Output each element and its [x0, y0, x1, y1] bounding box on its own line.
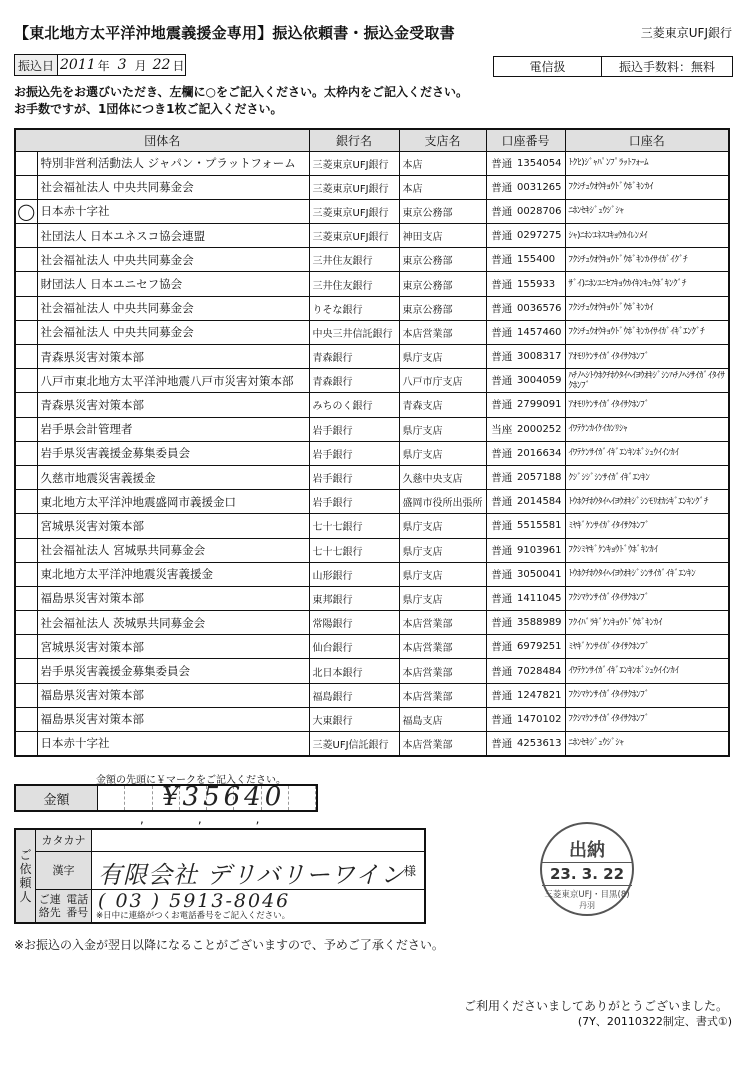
table-row [15, 707, 729, 731]
branch-cell: 本店営業部 [399, 732, 486, 756]
select-mark-cell[interactable] [15, 707, 37, 731]
account-type-cell: 普通 [486, 562, 517, 586]
select-mark-cell[interactable] [15, 732, 37, 756]
account-name-cell: ﾆﾎﾝｾｷｼﾞｭｳｼﾞｼｬ [565, 732, 729, 756]
account-name-cell: ﾌｸｲﾊﾞﾗｷﾞｹﾝｷｮｳﾄﾞｳﾎﾞｷﾝｶｲ [565, 611, 729, 635]
transfer-date-label: 振込日 [15, 55, 58, 75]
account-type-cell: 普通 [486, 441, 517, 465]
branch-cell: 福島支店 [399, 707, 486, 731]
account-name-cell: ｻﾞｲ)ﾆﾎﾝﾕﾆｾﾌｷｮｳｶｲｷﾝｷｭｳﾎﾞｷﾝｸﾞﾁ [565, 272, 729, 296]
amount-value: ¥35640 [162, 782, 286, 812]
amount-separators: ,,, [140, 812, 314, 826]
org-name-cell: 社会福祉法人 茨城県共同募金会 [37, 611, 309, 635]
account-type-cell: 普通 [486, 369, 517, 393]
account-name-cell: ｸｼﾞｼｼﾞｼﾝｻｲｶﾞｲｷﾞｴﾝｷﾝ [565, 465, 729, 489]
account-number-cell: 1247821 [517, 683, 565, 707]
header-bank: 銀行名 [309, 129, 399, 151]
account-number-cell: 2799091 [517, 393, 565, 417]
account-name-cell: ｲﾜﾃｹﾝｻｲｶﾞｲｷﾞｴﾝｷﾝﾎﾞｼｭｳｲｲﾝｶｲ [565, 659, 729, 683]
bank-cell: 七十七銀行 [309, 514, 399, 538]
branch-cell: 本店営業部 [399, 683, 486, 707]
table-row [15, 562, 729, 586]
header-branch: 支店名 [399, 129, 486, 151]
select-mark-cell[interactable] [15, 345, 37, 369]
select-mark-cell[interactable] [15, 417, 37, 441]
account-name-cell: ﾌｸｼﾏｹﾝｻｲｶﾞｲﾀｲｻｸﾎﾝﾌﾞ [565, 707, 729, 731]
select-mark-cell[interactable] [15, 538, 37, 562]
org-name-cell: 福島県災害対策本部 [37, 586, 309, 610]
account-number-cell: 0036576 [517, 296, 565, 320]
table-row [15, 320, 729, 344]
select-mark-cell[interactable]: ◯ [15, 199, 37, 223]
account-number-cell: 4253613 [517, 732, 565, 756]
account-type-cell: 普通 [486, 151, 517, 175]
org-name-cell: 岩手県災害義援金募集委員会 [37, 441, 309, 465]
client-kana-label: カタカナ [36, 830, 92, 851]
account-type-cell: 当座 [486, 417, 517, 441]
bank-cell: 七十七銀行 [309, 538, 399, 562]
branch-cell: 本店営業部 [399, 659, 486, 683]
branch-cell: 県庁支店 [399, 586, 486, 610]
branch-cell: 久慈中央支店 [399, 465, 486, 489]
stamp-operator: 丹羽 [579, 901, 595, 910]
account-type-cell: 普通 [486, 175, 517, 199]
bank-cell: 岩手銀行 [309, 465, 399, 489]
account-number-cell: 3004059 [517, 369, 565, 393]
select-mark-cell[interactable] [15, 248, 37, 272]
phone-value: ( 03 ) 5913-8046 [98, 890, 291, 912]
table-row [15, 345, 729, 369]
select-mark-cell[interactable] [15, 393, 37, 417]
bank-cell: 中央三井信託銀行 [309, 320, 399, 344]
account-name-cell: ﾌｸｼﾐﾔｷﾞｹﾝｷｮｳﾄﾞｳﾎﾞｷﾝｶｲ [565, 538, 729, 562]
account-name-cell: ｱｵﾓﾘｹﾝｻｲｶﾞｲﾀｲｻｸﾎﾝﾌﾞ [565, 345, 729, 369]
branch-cell: 青森支店 [399, 393, 486, 417]
org-name-cell: 宮城県災害対策本部 [37, 514, 309, 538]
account-name-cell: ﾌｸｼﾏｹﾝｻｲｶﾞｲﾀｲｻｸﾎﾝﾌﾞ [565, 586, 729, 610]
account-number-cell: 1354054 [517, 151, 565, 175]
receipt-stamp [540, 822, 634, 916]
branch-cell: 盛岡市役所出張所 [399, 490, 486, 514]
account-type-cell: 普通 [486, 465, 517, 489]
account-name-cell: ﾌｸｼﾁｭｳｵｳｷｮｳﾄﾞｳﾎﾞｷﾝｶｲ [565, 296, 729, 320]
table-row [15, 296, 729, 320]
table-row [15, 417, 729, 441]
table-row [15, 490, 729, 514]
form-title: 【東北地方太平洋沖地震義援金専用】振込依頼書・振込金受取書 [14, 24, 455, 42]
account-number-cell: 155400 [517, 248, 565, 272]
account-name-cell: ｲﾜﾃｹﾝｶｲｹｲｶﾝﾘｼｬ [565, 417, 729, 441]
branch-cell: 県庁支店 [399, 538, 486, 562]
org-name-cell: 青森県災害対策本部 [37, 393, 309, 417]
client-kanji-label: 漢字 [36, 852, 92, 889]
bank-cell: 三菱東京UFJ銀行 [309, 175, 399, 199]
account-type-cell: 普通 [486, 611, 517, 635]
table-row [15, 611, 729, 635]
header-org-name: 団体名 [15, 129, 309, 151]
phone-label-line: ご連絡先 [38, 893, 61, 919]
branch-cell: 東京公務部 [399, 199, 486, 223]
account-type-cell: 普通 [486, 272, 517, 296]
table-row [15, 199, 729, 223]
bank-cell: 青森銀行 [309, 345, 399, 369]
client-kanji-row [36, 852, 424, 890]
select-mark-cell[interactable] [15, 465, 37, 489]
account-number-cell: 3050041 [517, 562, 565, 586]
account-type-cell: 普通 [486, 732, 517, 756]
select-mark-cell[interactable] [15, 611, 37, 635]
table-row [15, 175, 729, 199]
branch-cell: 本店 [399, 151, 486, 175]
org-name-cell: 東北地方太平洋沖地震災害義援金 [37, 562, 309, 586]
date-year-unit: 年 [97, 58, 110, 73]
select-mark-cell[interactable] [15, 659, 37, 683]
account-name-cell: ﾄｸﾋ)ｼﾞｬﾊﾟﾝﾌﾟﾗｯﾄﾌｫｰﾑ [565, 151, 729, 175]
header-account-name: 口座名 [565, 129, 729, 151]
org-name-cell: 青森県災害対策本部 [37, 345, 309, 369]
bank-cell: 三井住友銀行 [309, 248, 399, 272]
bank-cell: 山形銀行 [309, 562, 399, 586]
account-name-cell: ｲﾜﾃｹﾝｻｲｶﾞｲｷﾞｴﾝｷﾝﾎﾞｼｭｳｲｲﾝｶｲ [565, 441, 729, 465]
table-row [15, 151, 729, 175]
org-name-cell: 日本赤十字社 [37, 199, 309, 223]
table-row [15, 732, 729, 756]
account-number-cell: 2016634 [517, 441, 565, 465]
account-type-cell: 普通 [486, 635, 517, 659]
bank-cell: 東邦銀行 [309, 586, 399, 610]
client-side-char: 頼 [19, 876, 32, 890]
client-phone-label [36, 890, 92, 922]
bank-cell: 大東銀行 [309, 707, 399, 731]
branch-cell: 本店営業部 [399, 611, 486, 635]
org-name-cell: 社会福祉法人 中央共同募金会 [37, 320, 309, 344]
bank-cell: 青森銀行 [309, 369, 399, 393]
account-type-cell: 普通 [486, 248, 517, 272]
bank-cell: 北日本銀行 [309, 659, 399, 683]
branch-cell: 東京公務部 [399, 248, 486, 272]
select-mark-cell[interactable] [15, 514, 37, 538]
account-name-cell: ﾌｸｼﾁｭｳｵｳｷｮｳﾄﾞｳﾎﾞｷﾝｶｲｻｲｶﾞｲｷﾞｴﾝｸﾞﾁ [565, 320, 729, 344]
org-name-cell: 社会福祉法人 中央共同募金会 [37, 175, 309, 199]
account-type-cell: 普通 [486, 659, 517, 683]
account-type-cell: 普通 [486, 707, 517, 731]
account-name-cell: ﾆﾎﾝｾｷｼﾞｭｳｼﾞｼｬ [565, 199, 729, 223]
table-row [15, 514, 729, 538]
org-name-cell: 東北地方太平洋沖地震盛岡市義援金口 [37, 490, 309, 514]
bank-cell: 三井住友銀行 [309, 272, 399, 296]
bank-cell: りそな銀行 [309, 296, 399, 320]
account-number-cell: 2014584 [517, 490, 565, 514]
client-name-value: 有限会社 デリバリーワイン [98, 861, 406, 889]
account-type-cell: 普通 [486, 345, 517, 369]
branch-cell: 県庁支店 [399, 441, 486, 465]
account-type-cell: 普通 [486, 683, 517, 707]
phone-note: ※日中に連絡がつくお電話番号をご記入ください。 [96, 911, 291, 921]
client-side-char: ご [19, 848, 32, 862]
table-row [15, 465, 729, 489]
bank-cell: 三菱東京UFJ銀行 [309, 199, 399, 223]
table-row [15, 369, 729, 393]
account-name-cell: ﾄｳﾎｸﾁﾎｳﾀｲﾍｲﾖｳｵｷｼﾞｼﾝｻｲｶﾞｲｷﾞｴﾝｷﾝ [565, 562, 729, 586]
bank-cell: 福島銀行 [309, 683, 399, 707]
org-name-cell: 宮城県災害対策本部 [37, 635, 309, 659]
client-side-char: 人 [19, 890, 32, 904]
org-name-cell: 久慈市地震災害義援金 [37, 465, 309, 489]
honorific-label: 様 [403, 864, 416, 878]
header-account-number: 口座番号 [486, 129, 565, 151]
table-header-row [15, 129, 729, 151]
table-row [15, 272, 729, 296]
table-row [15, 635, 729, 659]
amount-note: 金額の先頭に￥マークをご記入ください。 [96, 775, 286, 786]
branch-cell: 本店営業部 [399, 320, 486, 344]
client-side-char: 依 [19, 862, 32, 876]
bank-cell: 常陽銀行 [309, 611, 399, 635]
bank-cell: 岩手銀行 [309, 417, 399, 441]
transfer-date-box [14, 54, 186, 76]
bank-cell: 岩手銀行 [309, 490, 399, 514]
table-row [15, 224, 729, 248]
account-number-cell: 0031265 [517, 175, 565, 199]
account-number-cell: 5515581 [517, 514, 565, 538]
bank-cell: 三菱東京UFJ銀行 [309, 151, 399, 175]
date-month-unit: 月 [134, 58, 147, 73]
fee-box [493, 56, 733, 77]
account-number-cell: 6979251 [517, 635, 565, 659]
select-mark-cell[interactable] [15, 586, 37, 610]
account-number-cell: 3008317 [517, 345, 565, 369]
branch-cell: 県庁支店 [399, 417, 486, 441]
branch-cell: 本店営業部 [399, 635, 486, 659]
account-name-cell: ﾊﾁﾉﾍｼﾄｳﾎｸﾁﾎｳﾀｲﾍｲﾖｳｵｷｼﾞｼﾝﾊﾁﾉﾍｼｻｲｶﾞｲﾀｲｻｸﾎﾝﾌﾞ [565, 369, 729, 393]
org-name-cell: 岩手県会計管理者 [37, 417, 309, 441]
phone-label-line: 電話番号 [66, 893, 89, 919]
account-type-cell: 普通 [486, 320, 517, 344]
account-type-cell: 普通 [486, 586, 517, 610]
thanks-message: ご利用くださいましてありがとうございました。 [463, 999, 728, 1013]
account-number-cell: 1411045 [517, 586, 565, 610]
table-row [15, 538, 729, 562]
branch-cell: 本店 [399, 175, 486, 199]
amount-label: 金額 [16, 786, 98, 810]
account-number-cell: 1457460 [517, 320, 565, 344]
client-kana-row [36, 830, 424, 852]
client-kanji-field[interactable] [92, 852, 424, 889]
org-name-cell: 社会福祉法人 宮城県共同募金会 [37, 538, 309, 562]
account-number-cell: 9103961 [517, 538, 565, 562]
org-name-cell: 特別非営利活動法人 ジャパン・プラットフォーム [37, 151, 309, 175]
bank-cell: 仙台銀行 [309, 635, 399, 659]
bank-cell: 三菱東京UFJ銀行 [309, 224, 399, 248]
account-name-cell: ｼｬ)ﾆﾎﾝﾕﾈｽｺｷｮｳｶｲﾚﾝﾒｲ [565, 224, 729, 248]
client-phone-field[interactable] [92, 890, 424, 922]
account-type-cell: 普通 [486, 538, 517, 562]
transfer-type: 電信扱 [494, 57, 602, 76]
account-name-cell: ﾄｳﾎｸﾁﾎｳﾀｲﾍｲﾖｳｵｷｼﾞｼﾝﾓﾘｵｶｼｷﾞｴﾝｷﾝｸﾞﾁ [565, 490, 729, 514]
date-day-value: 22 [152, 57, 171, 73]
branch-cell: 東京公務部 [399, 296, 486, 320]
footnote: ※お振込の入金が翌日以降になることがございますので、予めご了承ください。 [14, 938, 444, 952]
select-mark-cell[interactable] [15, 635, 37, 659]
stamp-branch: 三菱東京UFJ・目黒(8) [544, 890, 630, 900]
select-mark-cell[interactable] [15, 224, 37, 248]
org-name-cell: 財団法人 日本ユニセフ協会 [37, 272, 309, 296]
account-number-cell: 3588989 [517, 611, 565, 635]
date-month-value: 3 [117, 57, 127, 73]
account-number-cell: 155933 [517, 272, 565, 296]
account-type-cell: 普通 [486, 514, 517, 538]
stamp-date: 23. 3. 22 [542, 862, 632, 886]
branch-cell: 東京公務部 [399, 272, 486, 296]
account-type-cell: 普通 [486, 296, 517, 320]
amount-cells[interactable] [98, 782, 316, 812]
bank-cell: みちのく銀行 [309, 393, 399, 417]
table-row [15, 248, 729, 272]
form-id: (7Y、20110322制定、書式①) [577, 1015, 732, 1028]
account-name-cell: ﾌｸｼﾏｹﾝｻｲｶﾞｲﾀｲｻｸﾎﾝﾌﾞ [565, 683, 729, 707]
org-name-cell: 八戸市東北地方太平洋沖地震八戸市災害対策本部 [37, 369, 309, 393]
org-name-cell: 福島県災害対策本部 [37, 683, 309, 707]
org-name-cell: 日本赤十字社 [37, 732, 309, 756]
bank-cell: 三菱UFJ信託銀行 [309, 732, 399, 756]
branch-cell: 神田支店 [399, 224, 486, 248]
table-row [15, 683, 729, 707]
select-mark-cell[interactable] [15, 296, 37, 320]
select-mark-cell[interactable] [15, 441, 37, 465]
account-name-cell: ﾐﾔｷﾞｹﾝｻｲｶﾞｲﾀｲｻｸﾎﾝﾌﾞ [565, 514, 729, 538]
account-number-cell: 2000252 [517, 417, 565, 441]
instruction-line: お振込先をお選びいただき、左欄に○をご記入ください。太枠内をご記入ください。 [14, 85, 468, 99]
table-row [15, 659, 729, 683]
account-type-cell: 普通 [486, 393, 517, 417]
org-name-cell: 社団法人 日本ユネスコ協会連盟 [37, 224, 309, 248]
bank-cell: 岩手銀行 [309, 441, 399, 465]
select-mark-cell[interactable] [15, 151, 37, 175]
account-name-cell: ﾌｸｼﾁｭｳｵｳｷｮｳﾄﾞｳﾎﾞｷﾝｶｲｻｲｶﾞｲｸﾞﾁ [565, 248, 729, 272]
transfer-fee: 振込手数料：無料 [618, 60, 715, 74]
client-phone-row [36, 890, 424, 922]
account-number-cell: 1470102 [517, 707, 565, 731]
instructions [14, 84, 468, 118]
select-mark-cell[interactable] [15, 562, 37, 586]
select-mark-cell[interactable] [15, 272, 37, 296]
account-number-cell: 0028706 [517, 199, 565, 223]
client-kana-field[interactable] [92, 830, 424, 851]
instruction-line: お手数ですが、1団体につき1枚ご記入ください。 [14, 102, 283, 116]
account-name-cell: ｱｵﾓﾘｹﾝｻｲｶﾞｲﾀｲｻｸﾎﾝﾌﾞ [565, 393, 729, 417]
account-type-cell: 普通 [486, 490, 517, 514]
select-mark-cell[interactable] [15, 490, 37, 514]
org-name-cell: 社会福祉法人 中央共同募金会 [37, 296, 309, 320]
org-name-cell: 岩手県災害義援金募集委員会 [37, 659, 309, 683]
table-row [15, 586, 729, 610]
date-year-value: 2011 [60, 57, 96, 73]
recipient-table [14, 128, 730, 757]
date-day-unit: 日 [172, 58, 185, 73]
branch-cell: 県庁支店 [399, 514, 486, 538]
branch-cell: 県庁支店 [399, 345, 486, 369]
branch-cell: 県庁支店 [399, 562, 486, 586]
table-row [15, 393, 729, 417]
select-mark-cell[interactable] [15, 320, 37, 344]
account-number-cell: 7028484 [517, 659, 565, 683]
bank-name: 三菱東京UFJ銀行 [640, 26, 732, 40]
select-mark-cell[interactable] [15, 369, 37, 393]
client-box [14, 828, 426, 924]
account-type-cell: 普通 [486, 224, 517, 248]
select-mark-cell[interactable] [15, 175, 37, 199]
account-type-cell: 普通 [486, 199, 517, 223]
account-number-cell: 2057188 [517, 465, 565, 489]
account-name-cell: ﾌｸｼﾁｭｳｵｳｷｮｳﾄﾞｳﾎﾞｷﾝｶｲ [565, 175, 729, 199]
stamp-top: 出納 [569, 840, 605, 861]
org-name-cell: 社会福祉法人 中央共同募金会 [37, 248, 309, 272]
amount-box [14, 784, 318, 812]
table-row [15, 441, 729, 465]
select-mark-cell[interactable] [15, 683, 37, 707]
org-name-cell: 福島県災害対策本部 [37, 707, 309, 731]
client-side-label [16, 830, 36, 922]
account-name-cell: ﾐﾔｷﾞｹﾝｻｲｶﾞｲﾀｲｻｸﾎﾝﾌﾞ [565, 635, 729, 659]
branch-cell: 八戸市庁支店 [399, 369, 486, 393]
account-number-cell: 0297275 [517, 224, 565, 248]
